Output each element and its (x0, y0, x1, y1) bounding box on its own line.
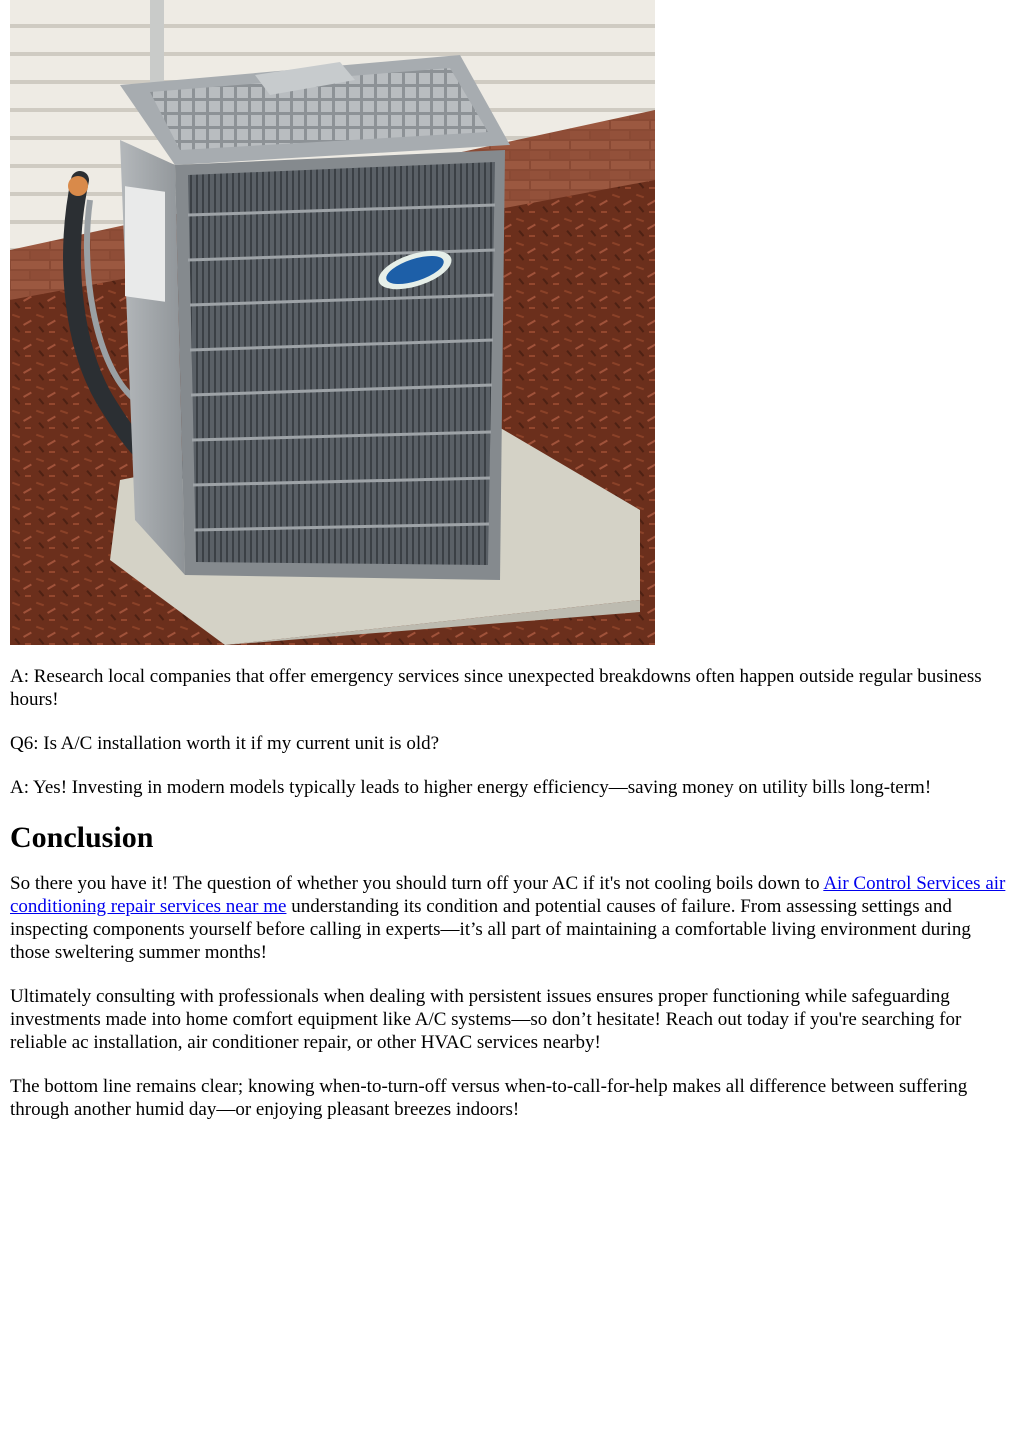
faq-answer-5: A: Research local companies that offer emergency services since unexpected breakdowns often happen outside regular business hours! (10, 666, 982, 710)
ac-condenser-photo-icon (10, 0, 655, 645)
conclusion-paragraph-2: Ultimately consulting with professionals when dealing with persistent issues ensures proper functioning while safeguarding investments made into home comfort equipment like A/C systems—so don’t hesitate! Reach out today if you're searching for reliable ac installation, air conditioner repair, or other HVAC services nearby! (10, 986, 962, 1053)
conclusion-paragraph-1 (10, 872, 1014, 964)
conclusion-p1-after: understanding its condition and potential causes of failure. From assessing settings and inspecting components yourself before calling in experts—it’s all part of maintaining a comfortable living environment during those sweltering summer months! (10, 896, 971, 963)
conclusion-p1-before: So there you have it! The question of whether you should turn off your AC if it's not cooling boils down to (10, 873, 824, 894)
conclusion-heading: Conclusion (10, 821, 154, 854)
article-content (10, 665, 1014, 1142)
faq-answer-6: A: Yes! Investing in modern models typically leads to higher energy efficiency—saving money on utility bills long-term! (10, 777, 932, 798)
air-control-services-link[interactable]: Air Control Services air conditioning repair services near me (10, 873, 1006, 917)
ac-unit-photo (10, 0, 655, 645)
faq-question-6: Q6: Is A/C installation worth it if my current unit is old? (10, 733, 440, 754)
conclusion-paragraph-3: The bottom line remains clear; knowing when-to-turn-off versus when-to-call-for-help makes all difference between suffering through another humid day—or enjoying pleasant breezes indoors! (10, 1076, 968, 1120)
